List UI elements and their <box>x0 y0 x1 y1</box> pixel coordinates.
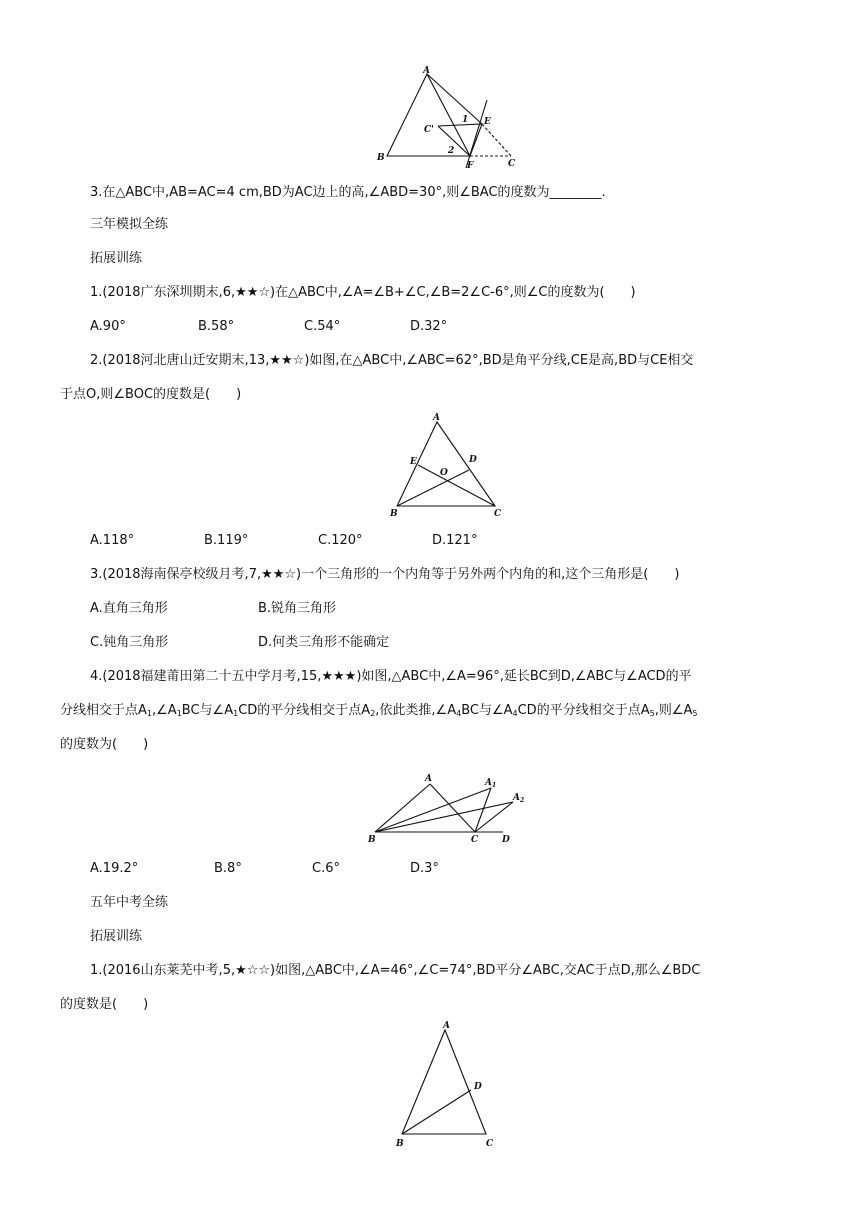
p4-sub: 4 <box>456 709 462 718</box>
question-3-prev: 3.在△ABC中,AB=AC=4 cm,BD为AC边上的高,∠ABD=30°,则∠BAC的度数为________. <box>90 185 606 200</box>
segment-bd-4 <box>402 1090 471 1134</box>
fig3-label-d: D <box>502 835 510 845</box>
figure-iterated-bisectors <box>365 770 530 846</box>
fig2-label-e: E <box>410 457 417 467</box>
problem-3-option-b: B.锐角三角形 <box>258 601 337 616</box>
fig1-label-c-prime: C' <box>424 125 434 135</box>
segment-ba2 <box>375 802 513 832</box>
fig1-label-b: B <box>377 153 385 163</box>
fold-line-ef <box>466 100 487 168</box>
problem-1-stem: 1.(2018广东深圳期末,6,★★☆)在△ABC中,∠A=∠B+∠C,∠B=2∠C-6°,则∠C的度数为( ) <box>90 285 636 300</box>
figure-fold-triangle <box>370 62 530 174</box>
fig1-label-e: E <box>484 117 491 127</box>
problem-3-option-c: C.钝角三角形 <box>90 635 169 650</box>
fig4-label-a: A <box>443 1021 450 1031</box>
problem-1-option-a: A.90° <box>90 319 126 334</box>
figure-bisector-altitude <box>385 410 515 520</box>
p4-text-h: ,则∠A <box>654 703 693 718</box>
fig4-label-c: C <box>486 1139 494 1149</box>
dashed-ec <box>482 124 511 156</box>
fig3-label-a2: $A_2$ <box>513 793 525 804</box>
fig1-label-f: F <box>467 161 474 171</box>
section-heading-five-years: 五年中考全练 <box>90 895 169 910</box>
segment-ba1 <box>375 788 491 832</box>
problem-2-option-c: C.120° <box>318 533 363 548</box>
problem-2-option-d: D.121° <box>432 533 478 548</box>
problem-4-line-2 <box>60 702 697 723</box>
fig3-label-b: B <box>368 835 376 845</box>
fig2-label-c: C <box>494 509 502 519</box>
subheading-extension-2: 拓展训练 <box>90 929 143 944</box>
figure-triangle-bisector-bd <box>388 1018 508 1156</box>
fig3-label-a1: $A_1$ <box>485 778 497 789</box>
problem-2-option-a: A.118° <box>90 533 135 548</box>
segment-ae <box>427 74 482 124</box>
p4-text-c: BC与∠A <box>181 703 234 718</box>
problem-1-option-b: B.58° <box>198 319 235 334</box>
p4-text-e: ,依此类推,∠A <box>375 703 457 718</box>
fig2-label-d: D <box>469 455 477 465</box>
p4-text-g: CD的平分线相交于点A <box>517 703 650 718</box>
p4-sub: 4 <box>512 709 518 718</box>
problem-4-option-a: A.19.2° <box>90 861 139 876</box>
problem-3-option-a: A.直角三角形 <box>90 601 168 616</box>
p4-sub: 1 <box>233 709 239 718</box>
problem-4-line-3: 的度数为( ) <box>60 737 149 752</box>
problem-1-option-d: D.32° <box>410 319 448 334</box>
fig2-label-a: A <box>433 413 440 423</box>
section-heading-three-years: 三年模拟全练 <box>90 217 169 232</box>
problem-4-option-b: B.8° <box>214 861 242 876</box>
fig1-label-2: 2 <box>448 146 455 156</box>
p4-sub: 2 <box>370 709 376 718</box>
p4-sub: 5 <box>692 709 698 718</box>
fig3-label-c: C <box>471 835 479 845</box>
segment-ce <box>418 465 495 506</box>
fig1-label-1: 1 <box>462 115 469 125</box>
problem-5-line-1: 1.(2016山东莱芜中考,5,★☆☆)如图,△ABC中,∠A=46°,∠C=74°,BD平分∠ABC,交AC于点D,那么∠BDC <box>90 963 701 978</box>
problem-2-line-2: 于点O,则∠BOC的度数是( ) <box>60 387 242 402</box>
problem-3-stem: 3.(2018海南保亭校级月考,7,★★☆)一个三角形的一个内角等于另外两个内角的和,这个三角形是( ) <box>90 567 680 582</box>
p4-sub: 1 <box>146 709 152 718</box>
problem-5-line-2: 的度数是( ) <box>60 997 149 1012</box>
problem-4-option-c: C.6° <box>312 861 340 876</box>
segment-bd <box>397 470 469 506</box>
p4-text-f: BC与∠A <box>461 703 513 718</box>
fig4-label-d: D <box>474 1082 482 1092</box>
fig4-label-b: B <box>396 1139 404 1149</box>
folded-triangle <box>438 124 482 156</box>
p4-text-d: CD的平分线相交于点A <box>238 703 371 718</box>
problem-4-line-1: 4.(2018福建莆田第二十五中学月考,15,★★★)如图,△ABC中,∠A=96°,延长BC到D,∠ABC与∠ACD的平 <box>90 669 692 684</box>
segment-ba <box>375 784 430 832</box>
fig1-label-c: C <box>508 159 516 169</box>
fig1-label-a: A <box>423 66 430 76</box>
problem-2-option-b: B.119° <box>204 533 249 548</box>
p4-text-b: ,∠A <box>152 703 177 718</box>
problem-3-option-d: D.何类三角形不能确定 <box>258 635 390 650</box>
p4-sub: 1 <box>176 709 182 718</box>
p4-sub: 5 <box>649 709 655 718</box>
problem-4-option-d: D.3° <box>410 861 439 876</box>
fig3-label-a: A <box>425 774 432 784</box>
fig2-label-b: B <box>390 509 398 519</box>
problem-1-option-c: C.54° <box>304 319 341 334</box>
subheading-extension-1: 拓展训练 <box>90 251 143 266</box>
p4-text-a: 分线相交于点A <box>60 703 147 718</box>
fig2-label-o: O <box>440 468 448 478</box>
problem-2-line-1: 2.(2018河北唐山迁安期末,13,★★☆)如图,在△ABC中,∠ABC=62°,BD是角平分线,CE是高,BD与CE相交 <box>90 353 694 368</box>
